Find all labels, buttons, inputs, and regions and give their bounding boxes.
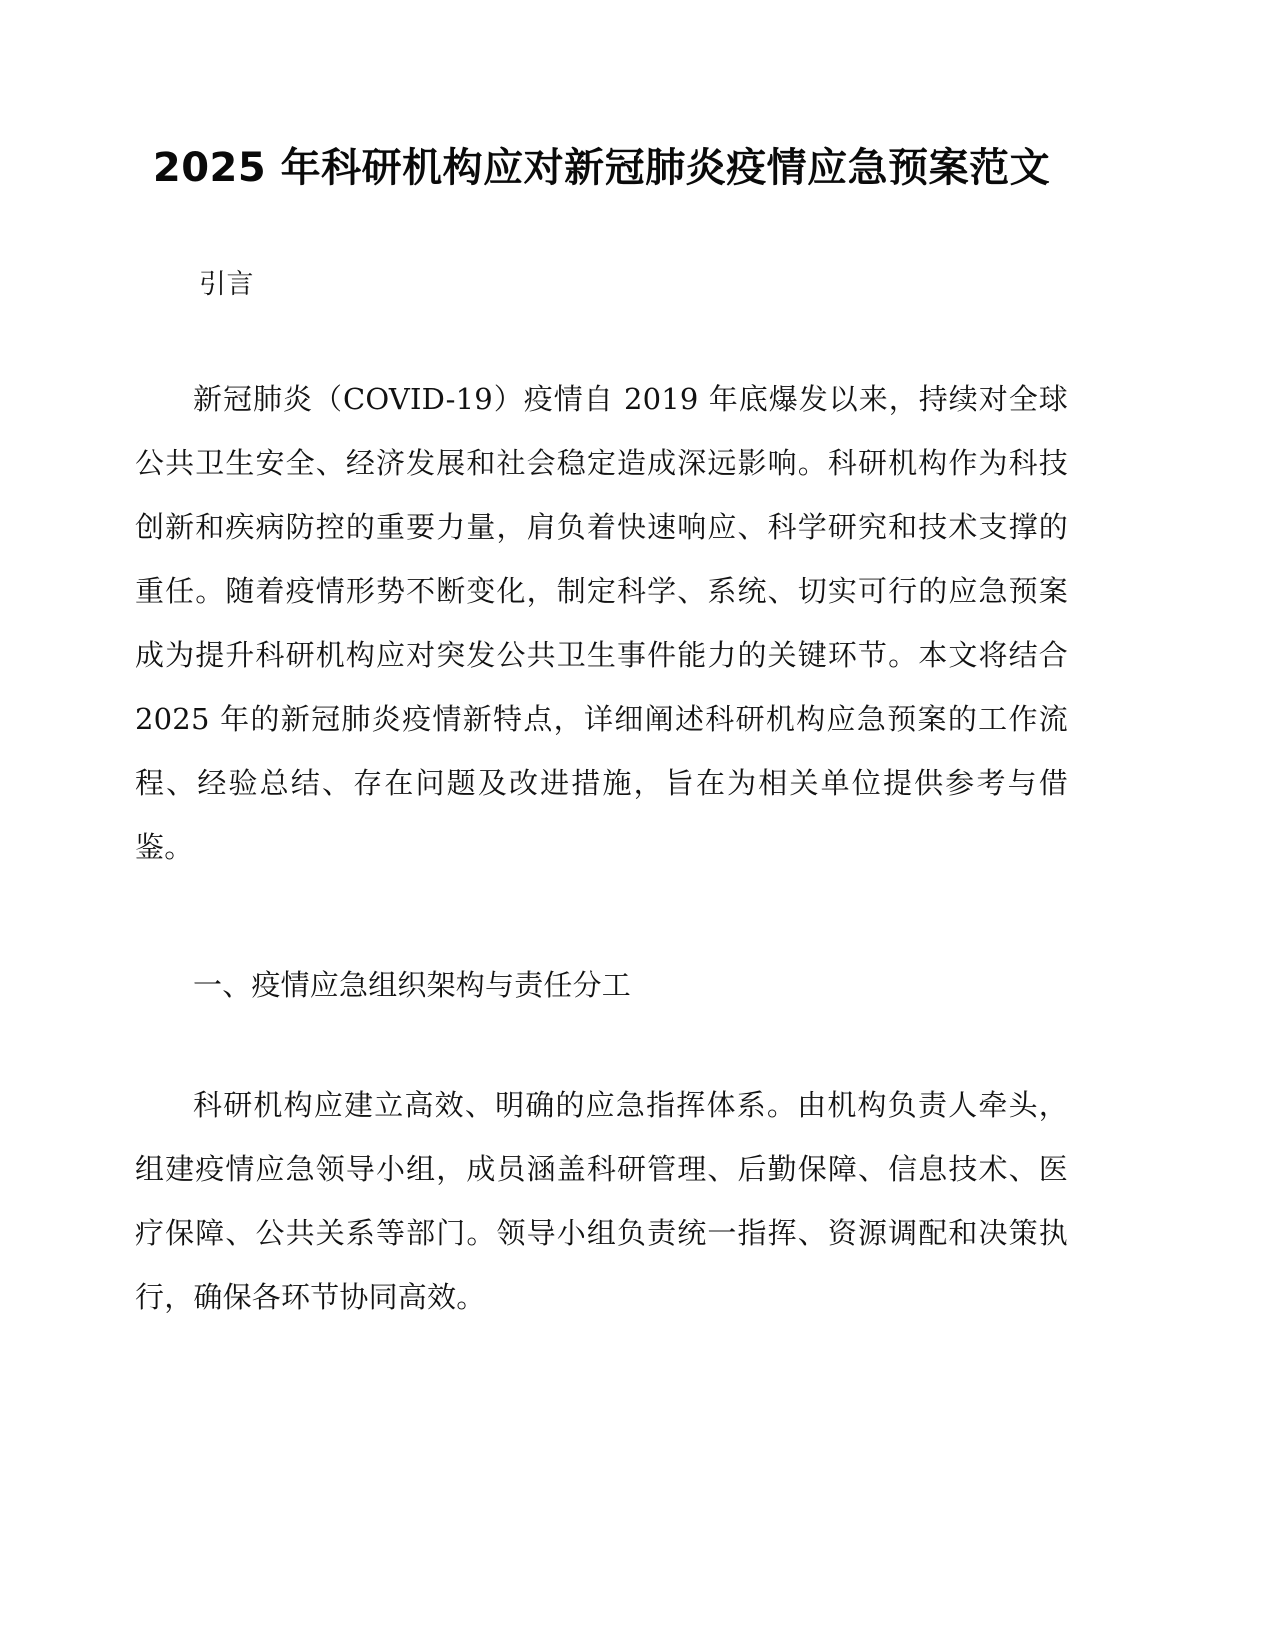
section-label-introduction: 引言 (199, 268, 254, 300)
paragraph-introduction: 新冠肺炎（COVID-19）疫情自 2019 年底爆发以来，持续对全球公共卫生安全、经济发展和社会稳定造成深远影响。科研机构作为科技创新和疾病防控的重要力量，肩负着快速响应、科学研究和技术支撑的重任。随着疫情形势不断变化，制定科学、系统、切实可行的应急预案成为提升科研机构应对突发公共卫生事件能力的关键环节。本文将结合 2025 年的新冠肺炎疫情新特点，详细阐述科研机构应急预案的工作流程、经验总结、存在问题及改进措施，旨在为相关单位提供参考与借鉴。 (135, 382, 1068, 865)
paragraph-section-one: 科研机构应建立高效、明确的应急指挥体系。由机构负责人牵头，组建疫情应急领导小组，成员涵盖科研管理、后勤保障、信息技术、医疗保障、公共关系等部门。领导小组负责统一指挥、资源调配和决策执行，确保各环节协同高效。 (135, 1088, 1068, 1315)
document-content-column (135, 0, 1068, 1329)
section-heading-one: 一、疫情应急组织架构与责任分工 (193, 968, 632, 1003)
page-title: 2025 年科研机构应对新冠肺炎疫情应急预案范文 (152, 145, 1051, 191)
